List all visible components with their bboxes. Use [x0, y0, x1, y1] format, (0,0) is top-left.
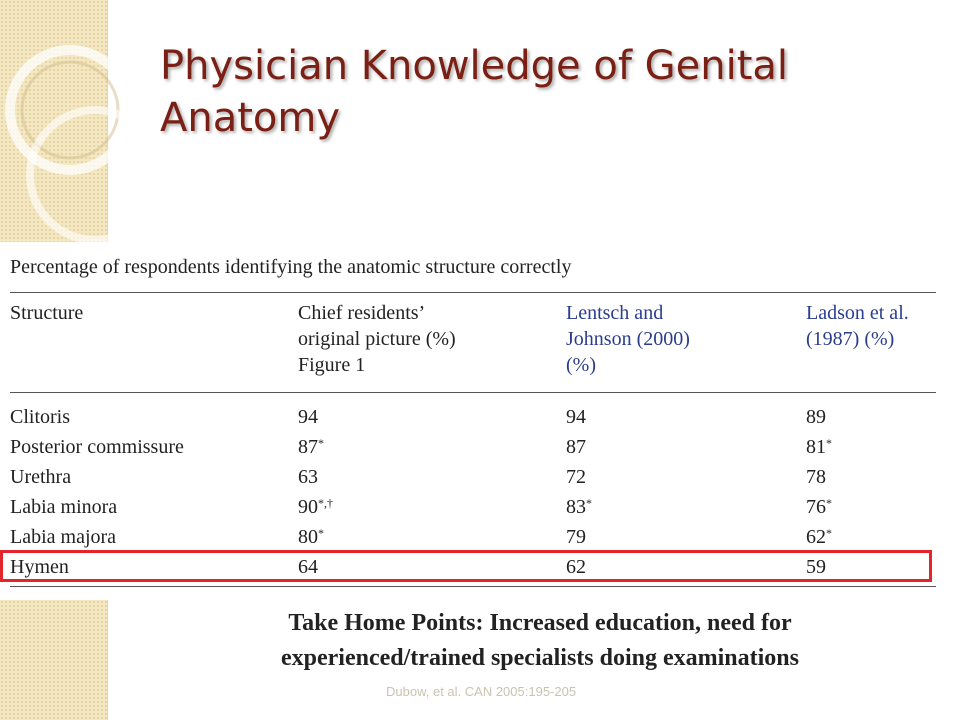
header-lentsch-johnson: Lentsch and Johnson (2000) (%)	[566, 302, 690, 376]
cell-structure: Labia majora	[10, 526, 117, 548]
table-caption: Percentage of respondents identifying the anatomic structure correctly	[10, 256, 572, 278]
take-home-line-1: Take Home Points: Increased education, need for	[288, 610, 792, 636]
cell-lentsch: 79	[566, 526, 586, 548]
cell-structure: Labia minora	[10, 496, 118, 518]
significance-mark: *	[826, 526, 832, 540]
cell-lentsch: 87	[566, 436, 586, 458]
cell-lentsch: 72	[566, 466, 586, 488]
cell-structure: Urethra	[10, 466, 72, 488]
cell-lentsch: 83*	[566, 496, 592, 518]
decorative-circles	[0, 0, 140, 260]
cell-chief: 80*	[298, 526, 324, 548]
cell-structure: Hymen	[10, 556, 69, 578]
cell-ladson: 62*	[806, 526, 832, 548]
slide-title: Physician Knowledge of Genital Anatomy	[160, 43, 789, 141]
cell-chief: 94	[298, 406, 318, 428]
significance-mark: *	[318, 436, 324, 450]
take-home-line-2: experienced/trained specialists doing examinations	[281, 645, 799, 671]
cell-structure: Posterior commissure	[10, 436, 184, 458]
cell-lentsch: 62	[566, 556, 586, 578]
hymen-row-highlight	[0, 550, 932, 582]
take-home-points	[120, 606, 960, 676]
significance-mark: *	[826, 436, 832, 450]
header-ladson: Ladson et al. (1987) (%)	[806, 302, 909, 350]
cell-chief: 64	[298, 556, 318, 578]
table-bottom-rule	[10, 586, 936, 587]
cell-chief: 87*	[298, 436, 324, 458]
table-top-rule	[10, 292, 936, 293]
significance-mark: *,†	[318, 496, 333, 510]
significance-mark: *	[826, 496, 832, 510]
data-table	[0, 242, 946, 600]
cell-ladson: 89	[806, 406, 826, 428]
significance-mark: *	[318, 526, 324, 540]
cell-ladson: 76*	[806, 496, 832, 518]
cell-chief: 90*,†	[298, 496, 333, 518]
cell-chief: 63	[298, 466, 318, 488]
table-header-rule	[10, 392, 936, 393]
cell-ladson: 78	[806, 466, 826, 488]
cell-ladson: 59	[806, 556, 826, 578]
cell-structure: Clitoris	[10, 406, 71, 428]
cell-ladson: 81*	[806, 436, 832, 458]
header-chief-residents: Chief residents’ original picture (%) Figure 1	[298, 302, 456, 376]
header-structure: Structure	[10, 302, 84, 324]
significance-mark: *	[586, 496, 592, 510]
citation: Dubow, et al. CAN 2005:195-205	[386, 684, 577, 699]
cell-lentsch: 94	[566, 406, 586, 428]
